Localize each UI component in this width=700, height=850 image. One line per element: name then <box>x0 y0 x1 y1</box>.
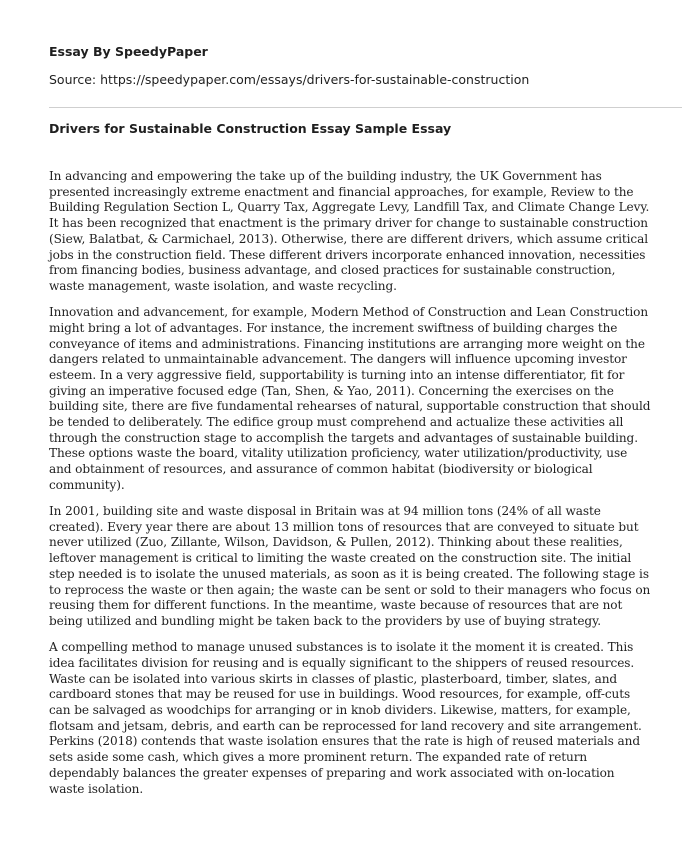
header-divider <box>49 107 682 108</box>
essay-body <box>49 169 653 797</box>
document-source-line: Source: https://speedypaper.com/essays/drivers-for-sustainable-construction <box>49 72 530 87</box>
essay-title: Drivers for Sustainable Construction Essay Sample Essay <box>49 121 452 136</box>
essay-paragraph-1: In advancing and empowering the take up of the building industry, the UK Government has presented increasingly extreme enactment and financial approaches, for example, Review to the Building Regulation Section L, Quarry Tax, Aggregate Levy, Landfill Tax, and Climate Change Levy. It has been recognized that enactment is the primary driver for change to sustainable construction (Siew, Balatbat, & Carmichael, 2013). Otherwise, there are different drivers, which assume critical jobs in the construction field. These different drivers incorporate enhanced innovation, necessities from financing bodies, business advantage, and closed practices for sustainable construction, waste management, waste isolation, and waste recycling. <box>49 169 650 293</box>
document-header-title: Essay By SpeedyPaper <box>49 44 208 59</box>
essay-paragraph-3: In 2001, building site and waste disposal in Britain was at 94 million tons (24% of all waste created). Every year there are about 13 million tons of resources that are conveyed to situate but never utilized (Zuo, Zillante, Wilson, Davidson, & Pullen, 2012). Thinking about these realities, leftover management is critical to limiting the waste created on the construction site. The initial step needed is to isolate the unused materials, as soon as it is being created. The following stage is to reprocess the waste or then again; the waste can be sent or sold to their managers who focus on reusing them for different functions. In the meantime, waste because of resources that are not being utilized and bundling might be taken back to the providers by use of buying strategy. <box>49 504 651 628</box>
essay-paragraph-2: Innovation and advancement, for example, Modern Method of Construction and Lean Construction might bring a lot of advantages. For instance, the increment swiftness of building charges the conveyance of items and administrations. Financing institutions are arranging more weight on the dangers related to unmaintainable advancement. The dangers will influence upcoming investor esteem. In a very aggressive field, supportability is turning into an intense differentiator, fit for giving an imperative focused edge (Tan, Shen, & Yao, 2011). Concerning the exercises on the building site, there are five fundamental rehearses of natural, supportable construction that should be tended to deliberately. The edifice group must comprehend and actualize these activities all through the construction stage to accomplish the targets and advantages of sustainable building. These options waste the board, vitality utilization proficiency, water utilization/productivity, use and obtainment of resources, and assurance of common habitat (biodiversity or biological community). <box>49 305 651 492</box>
essay-paragraph-4: A compelling method to manage unused substances is to isolate it the moment it is created. This idea facilitates division for reusing and is equally significant to the shippers of reused resources. Waste can be isolated into various skirts in classes of plastic, plasterboard, timber, slates, and cardboard stones that may be reused for use in buildings. Wood resources, for example, off-cuts can be salvaged as woodchips for arranging or in knob dividers. Likewise, matters, for example, flotsam and jetsam, debris, and earth can be reprocessed for land recovery and site arrangement. Perkins (2018) contends that waste isolation ensures that the rate is high of reused materials and sets aside some cash, which gives a more prominent return. The expanded rate of return dependably balances the greater expenses of preparing and work associated with on-location waste isolation. <box>49 640 642 796</box>
